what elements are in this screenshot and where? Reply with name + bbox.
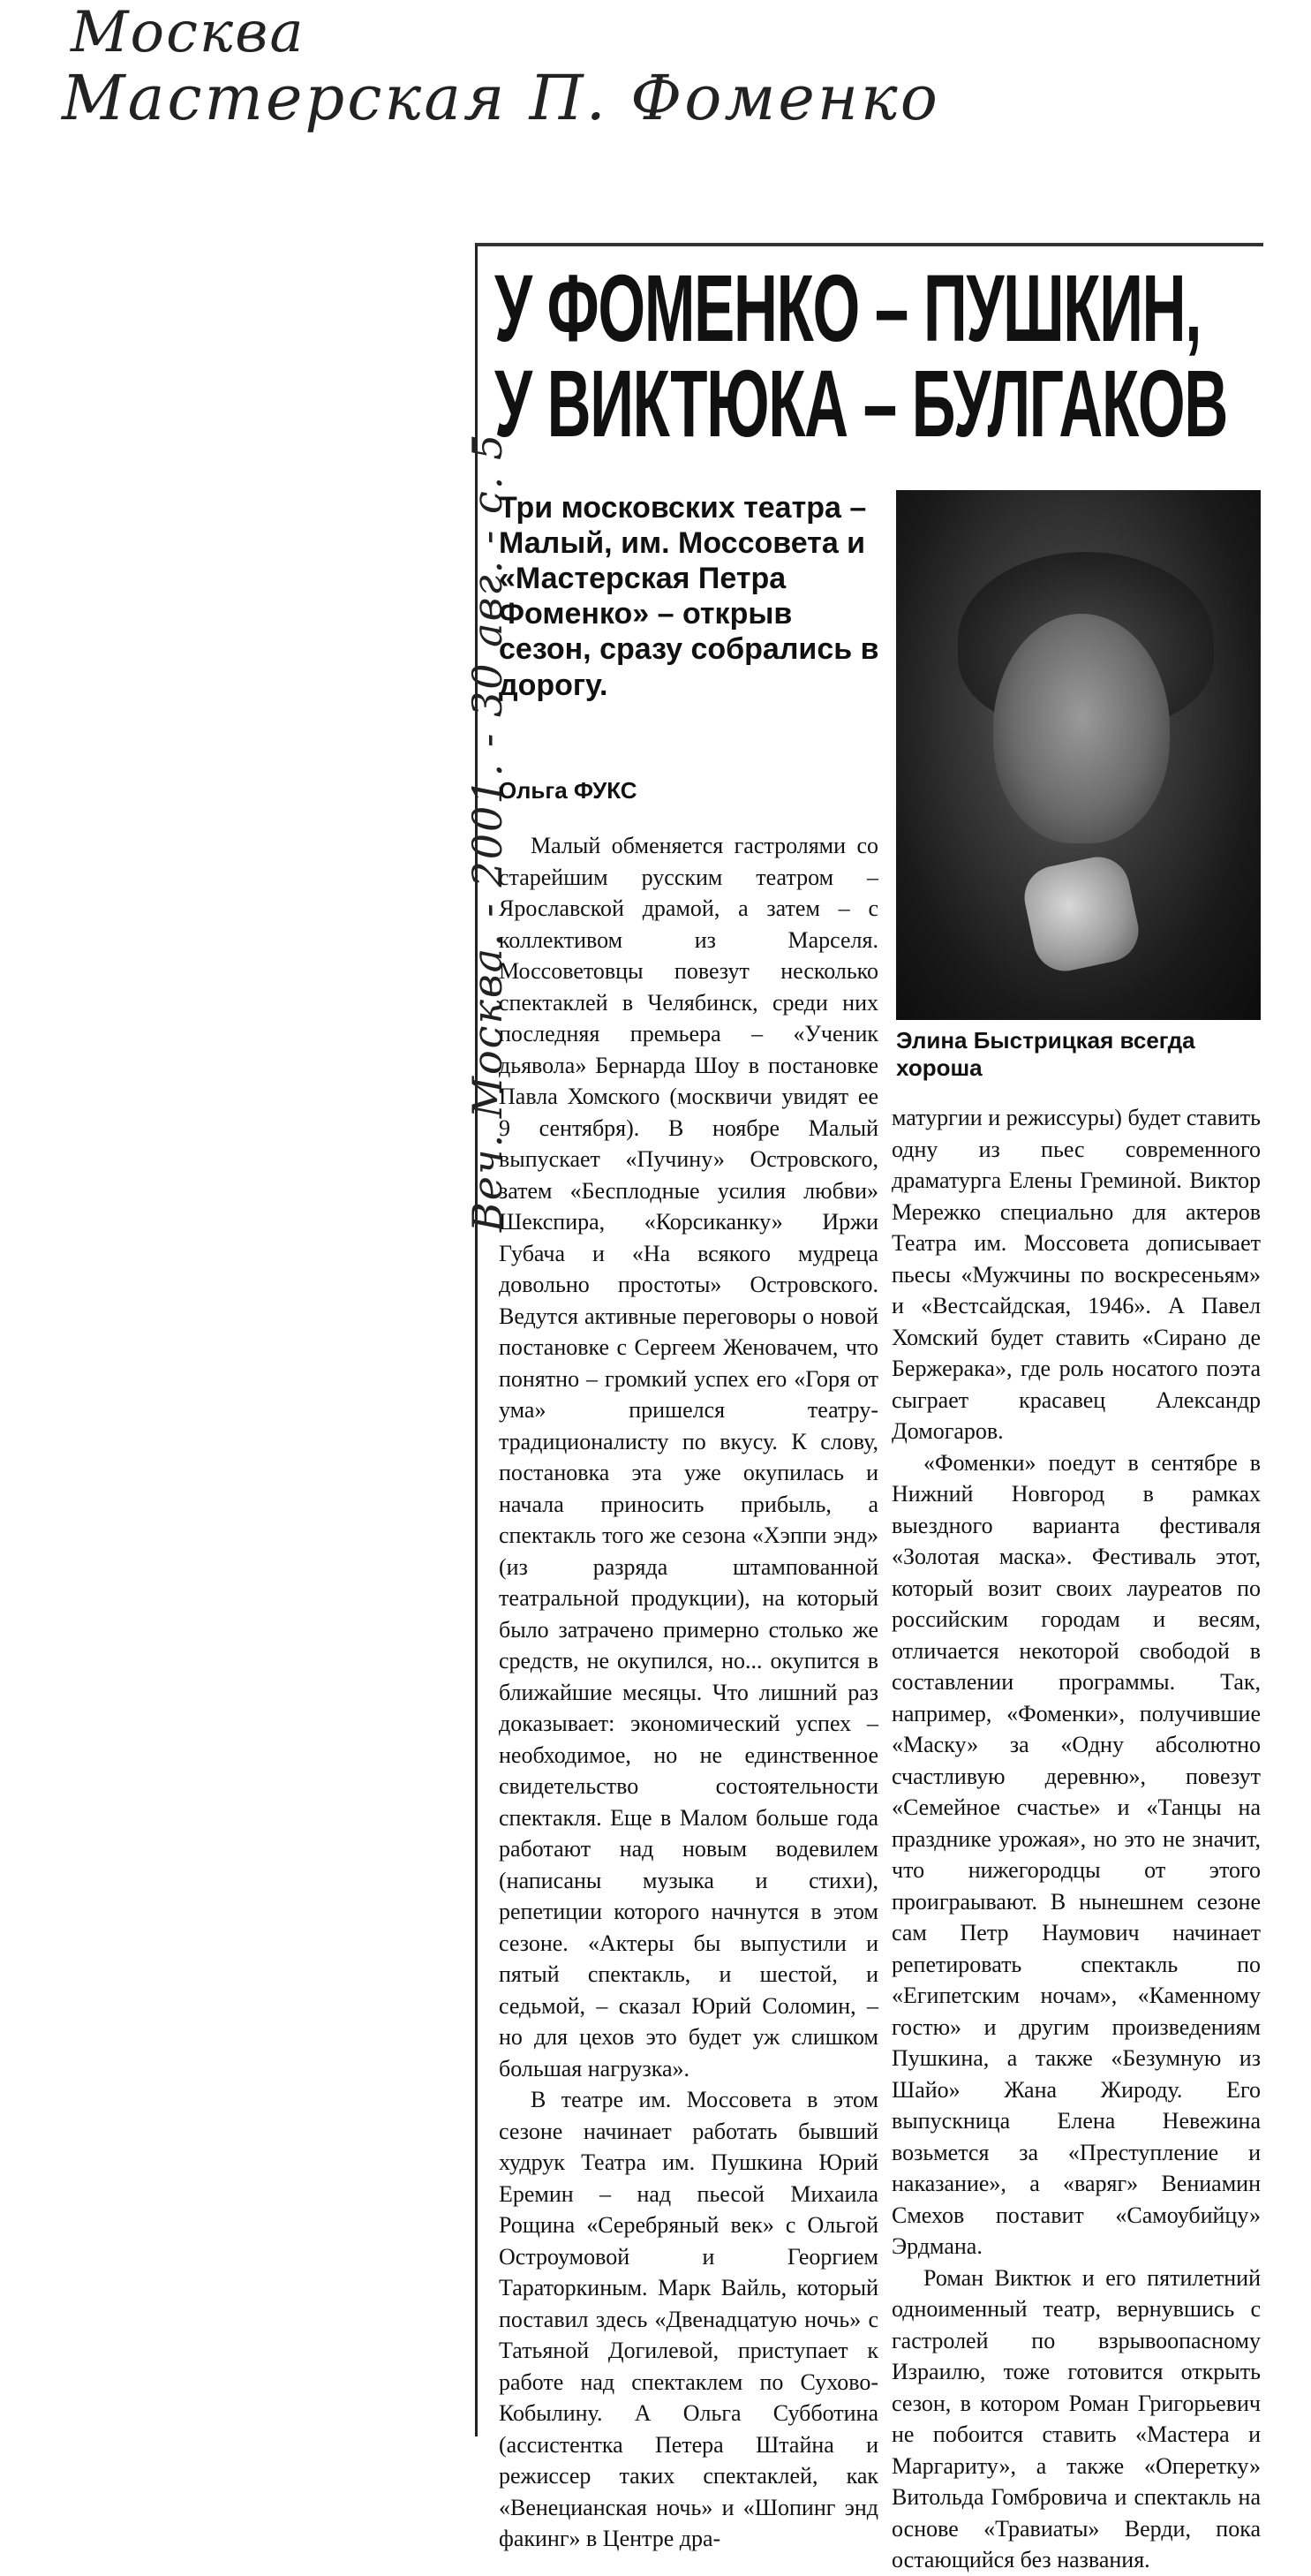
- body-paragraph: В театре им. Моссовета в этом сезоне начинает работать бывший худрук Театра им. Пушкина Юрий Еремин – над пьесой Михаила Рощина «Серебряный век» с Ольгой Остроумовой и Георгием Тараторкиным. Марк Вайль, который поставил здесь «Двенадцатую ночь» с Татьяной Догилевой, приступает к работе над спектаклем по Сухово-Кобылину. А Ольга Субботина (ассистентка Петера Штайна и режиссер таких спектаклей, как «Венецианская ночь» и «Шопинг энд факинг» в Центре дра-: [499, 2087, 878, 2551]
- headline-line-2: У ВИКТЮКА – БУЛГАКОВ: [494, 350, 1227, 457]
- body-paragraph: «Фоменки» поедут в сентябре в Нижний Новгород в рамках выездного варианта фестиваля «Золотая маска». Фестиваль этот, который возит своих лауреатов по российским городам и весям, отличается некоторой свободой в составлении программы. Так, например, «Фоменки», получившие «Маску» за «Одну абсолютно счастливую деревню», повезут «Семейное счастье» и «Танцы на празднике урожая», но это не значит, что нижегородцы от этого проиграывают. В нынешнем сезоне сам Петр Наумович начинает репетировать спектакль по «Египетским ночам», «Каменному гостю» и другим произведениям Пушкина, а также «Безумную из Шайо» Жана Жироду. Его выпускница Елена Невежина возьмется за «Преступление и наказание», а «варяг» Вениамин Смехов поставит «Самоубийцу» Эрдмана.: [892, 1449, 1261, 2259]
- handwritten-theatre-note: Мастерская П. Фоменко: [62, 62, 940, 134]
- body-column-2: [892, 1102, 1261, 2576]
- handwritten-city-note: Москва: [71, 0, 305, 65]
- handwritten-source-note: Веч. Москва. - 2001. - 30 авг. - с. 5: [463, 432, 511, 1232]
- body-paragraph: Роман Виктюк и его пятилетний одноименный театр, вернувшись с гастролей по взрывоопасному Израилю, тоже готовится открыть сезон, в котором Роман Григорьевич не побоится ставить «Мастера и Маргариту», а также «Оперетку» Витольда Гомбровича и спектакль на основе «Травиаты» Верди, пока остающийся без названия.: [892, 2264, 1261, 2572]
- portrait-photo: [896, 490, 1261, 1020]
- photo-face-shape: [993, 614, 1170, 843]
- photo-caption: Элина Быстрицкая всегда хороша: [896, 1027, 1195, 1082]
- body-paragraph: Малый обменяется гастролями со старейшим русским театром – Ярославской драмой, а затем – с коллективом из Марселя. Моссоветовцы повезут несколько спектаклей в Челябинск, среди них последняя премьера – «Ученик дьявола» Бернарда Шоу в постановке Павла Хомского (москвичи увидят ее 9 сентября). В ноябре Малый выпускает «Пучину» Островского, затем «Бесплодные усилия любви» Шекспира, «Корсиканку» Иржи Губача и «На всякого мудреца довольно простоты» Островского. Ведутся активные переговоры о новой постановке с Сергеем Женовачем, что понятно – громкий успех его «Горя от ума» пришелся театру-традиционалисту по вкусу. К слову, постановка эта уже окупилась и начала приносить прибыль, а спектакль того же сезона «Хэппи энд» (из разряда штампованной театральной продукции), на который было затрачено примерно столько же средств, не окупился, но... окупится в ближайшие месяцы. Что лишний раз доказывает: экономический успех – необходимое, но не единственное свидетельство состоятельности спектакля. Еще в Малом больше года работают над новым водевилем (написаны музыка и стихи), репетиции которого начнутся в этом сезоне. «Актеры бы выпустили и пятый спектакль, и шестой, и седьмой, – сказал Юрий Соломин, – но для цехов это будет уж слишком большая нагрузка».: [499, 833, 878, 2081]
- photo-hand-shape: [1019, 851, 1144, 977]
- body-paragraph: матургии и режиссуры) будет ставить одну из пьес современного драматурга Елены Греминой. Виктор Мережко специально для актеров Театра им. Моссовета дописывает пьесы «Мужчины по воскресеньям» и «Вестсайдская, 1946». А Павел Хомский будет ставить «Сирано де Бержерака», где роль носатого поэта сыграет красавец Александр Домогаров.: [892, 1105, 1261, 1444]
- author-byline: Ольга ФУКС: [499, 777, 637, 804]
- headline: [494, 254, 1227, 457]
- headline-line-1: У ФОМЕНКО – ПУШКИН,: [494, 254, 1202, 361]
- lead-paragraph: Три московских театра – Малый, им. Моссовета и «Мастерская Петра Фоменко» – открыв сезон, сразу собрались в дорогу.: [499, 491, 879, 702]
- body-column-1: [499, 830, 878, 2555]
